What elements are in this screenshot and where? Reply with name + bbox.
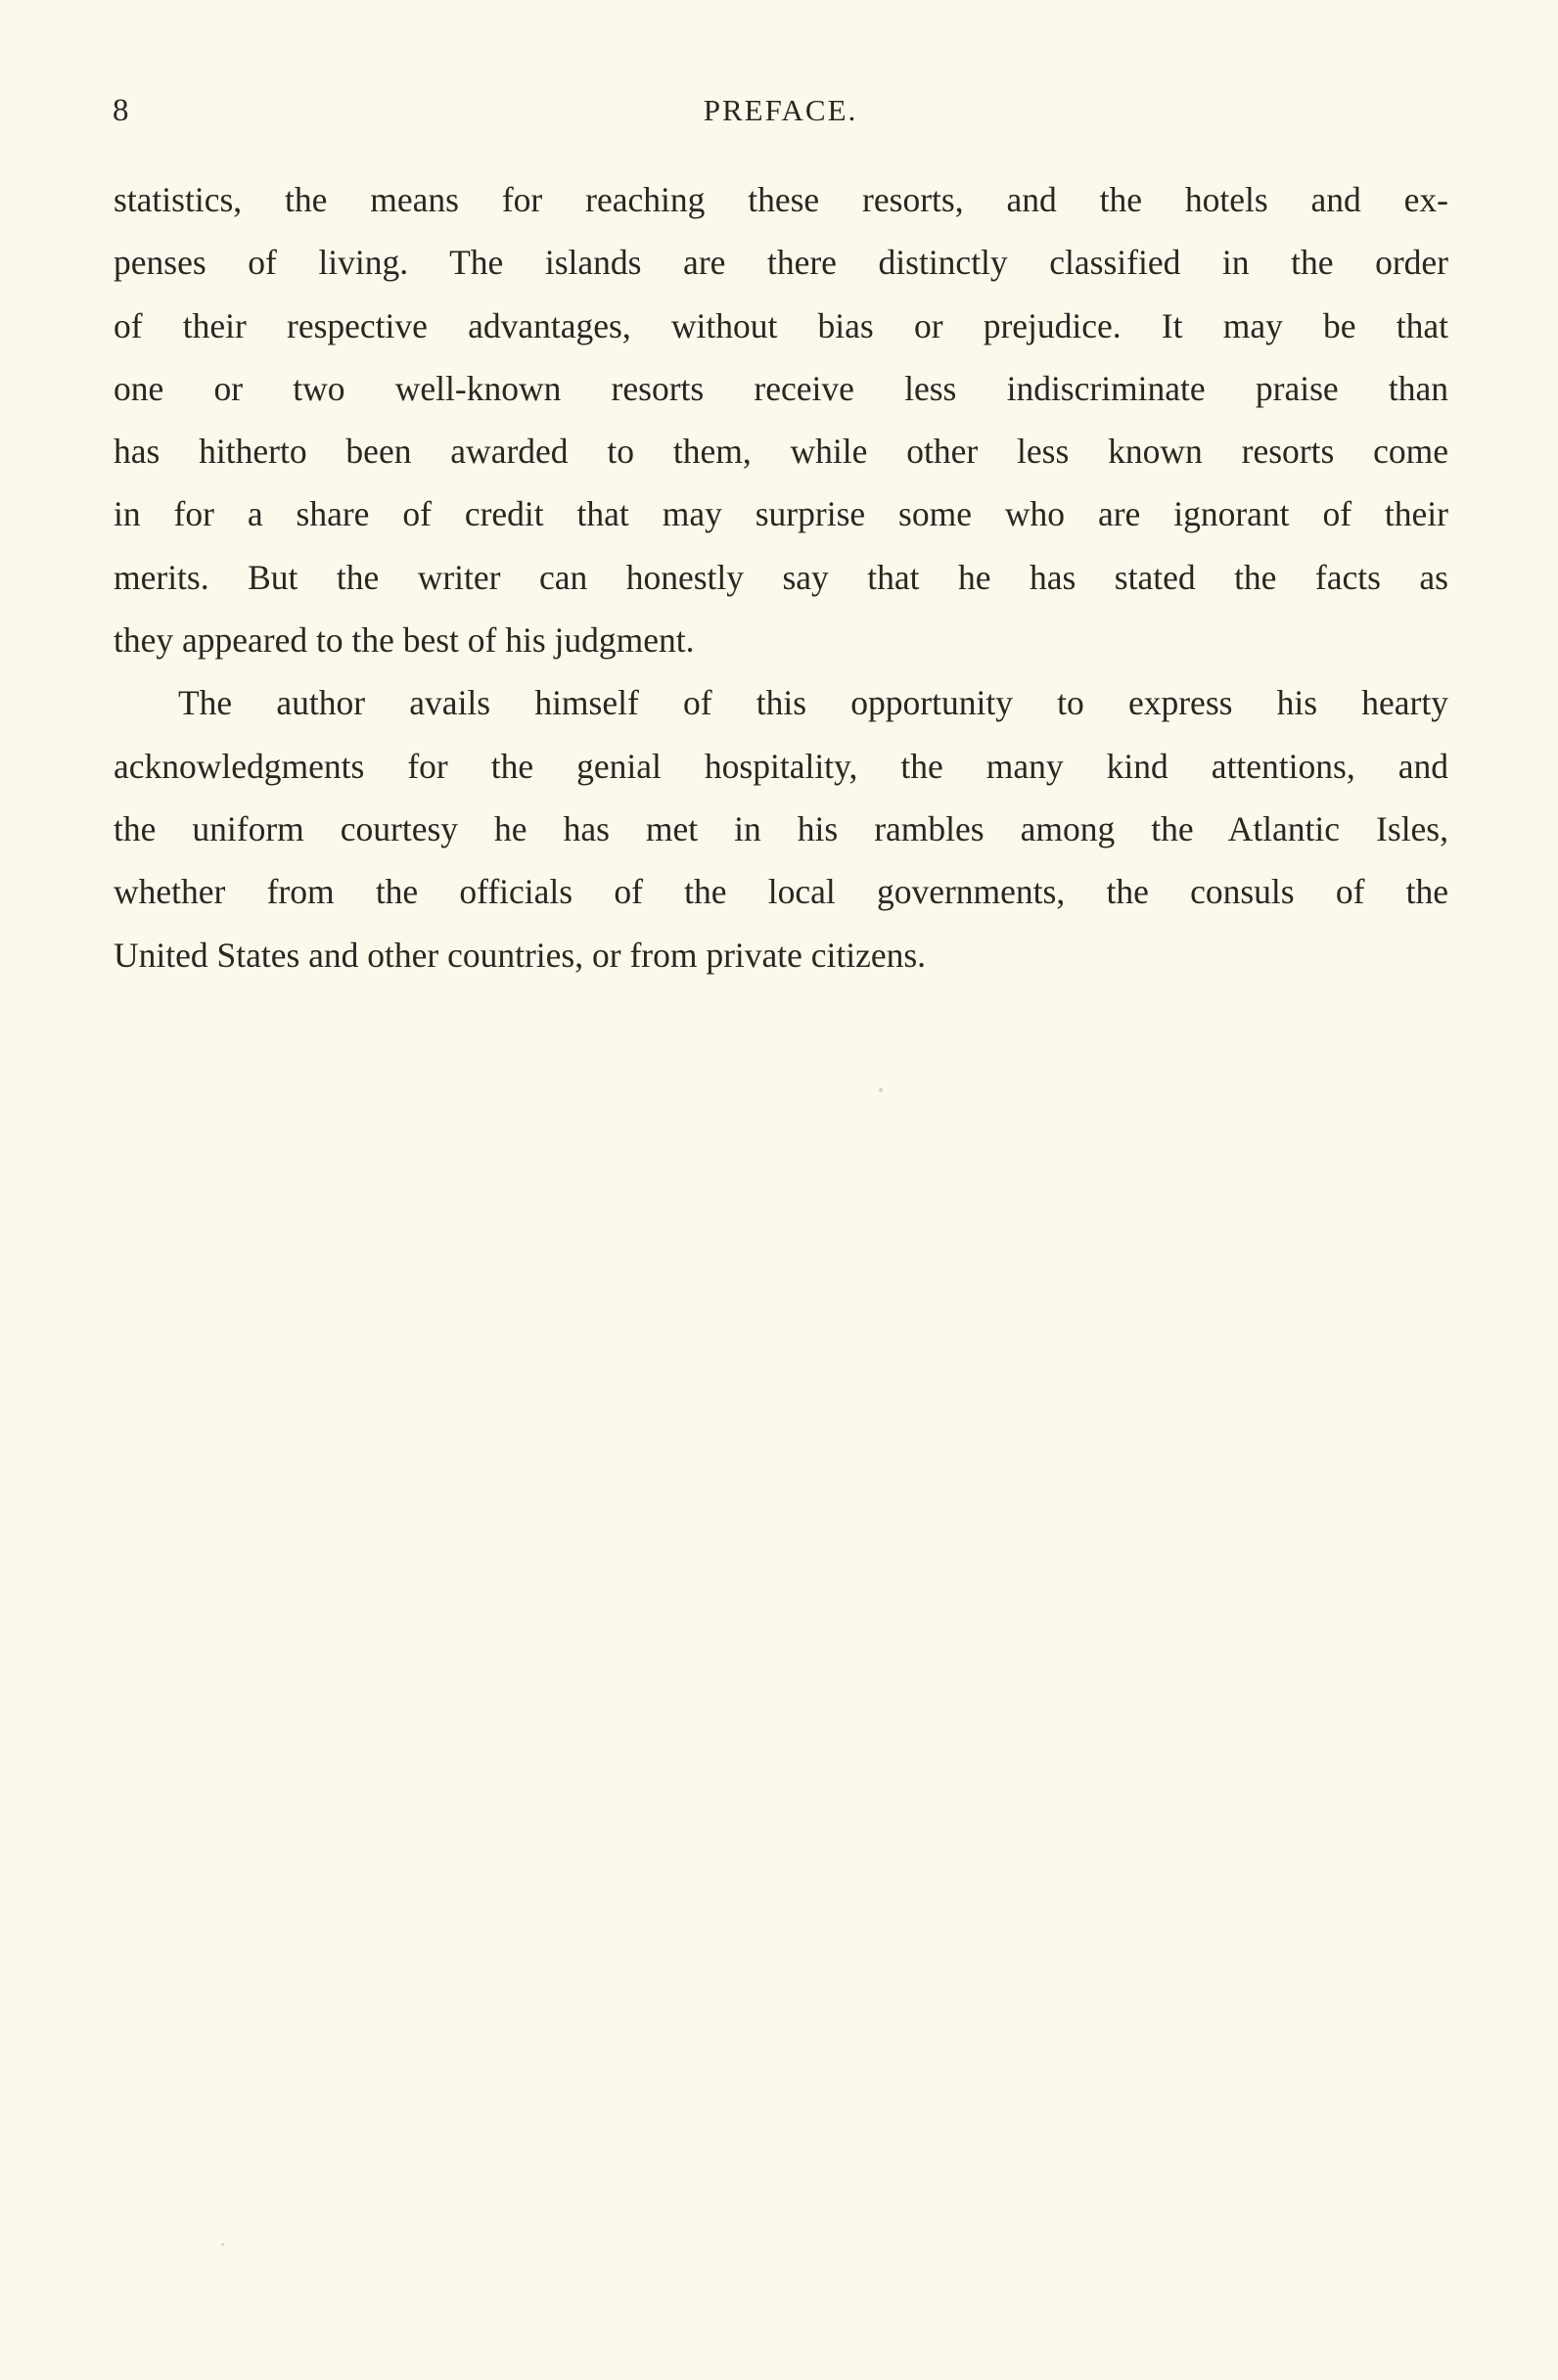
paper-speck	[879, 1088, 883, 1092]
body-text	[114, 168, 1448, 986]
text-line: the uniform courtesy he has met in his rambles among the Atlantic Isles,	[114, 808, 1448, 848]
running-head: PREFACE.	[703, 93, 858, 127]
paper-speck	[221, 2243, 224, 2246]
text-line: penses of living. The islands are there distinctly classified in the order	[114, 243, 1448, 283]
text-line: they appeared to the best of his judgment.	[114, 620, 695, 661]
text-line: United States and other countries, or from private citizens.	[114, 935, 927, 975]
text-line: acknowledgments for the genial hospitality, the many kind attentions, and	[114, 746, 1448, 786]
text-line: of their respective advantages, without bias or prejudice. It may be that	[114, 305, 1448, 345]
text-line: has hitherto been awarded to them, while other less known resorts come	[114, 432, 1448, 472]
text-line: The author avails himself of this opportunity to express his hearty	[178, 683, 1448, 723]
page-number: 8	[113, 93, 130, 128]
page-header	[113, 93, 1448, 142]
text-line: in for a share of credit that may surprise some who are ignorant of their	[114, 494, 1448, 534]
text-line: whether from the officials of the local governments, the consuls of the	[114, 872, 1448, 912]
text-line: one or two well-known resorts receive less indiscriminate praise than	[114, 368, 1448, 408]
paragraph-1	[114, 168, 1448, 671]
paragraph-2	[114, 671, 1448, 985]
text-line: merits. But the writer can honestly say that he has stated the facts as	[114, 557, 1448, 597]
text-line: statistics, the means for reaching these resorts, and the hotels and ex-	[114, 180, 1448, 219]
